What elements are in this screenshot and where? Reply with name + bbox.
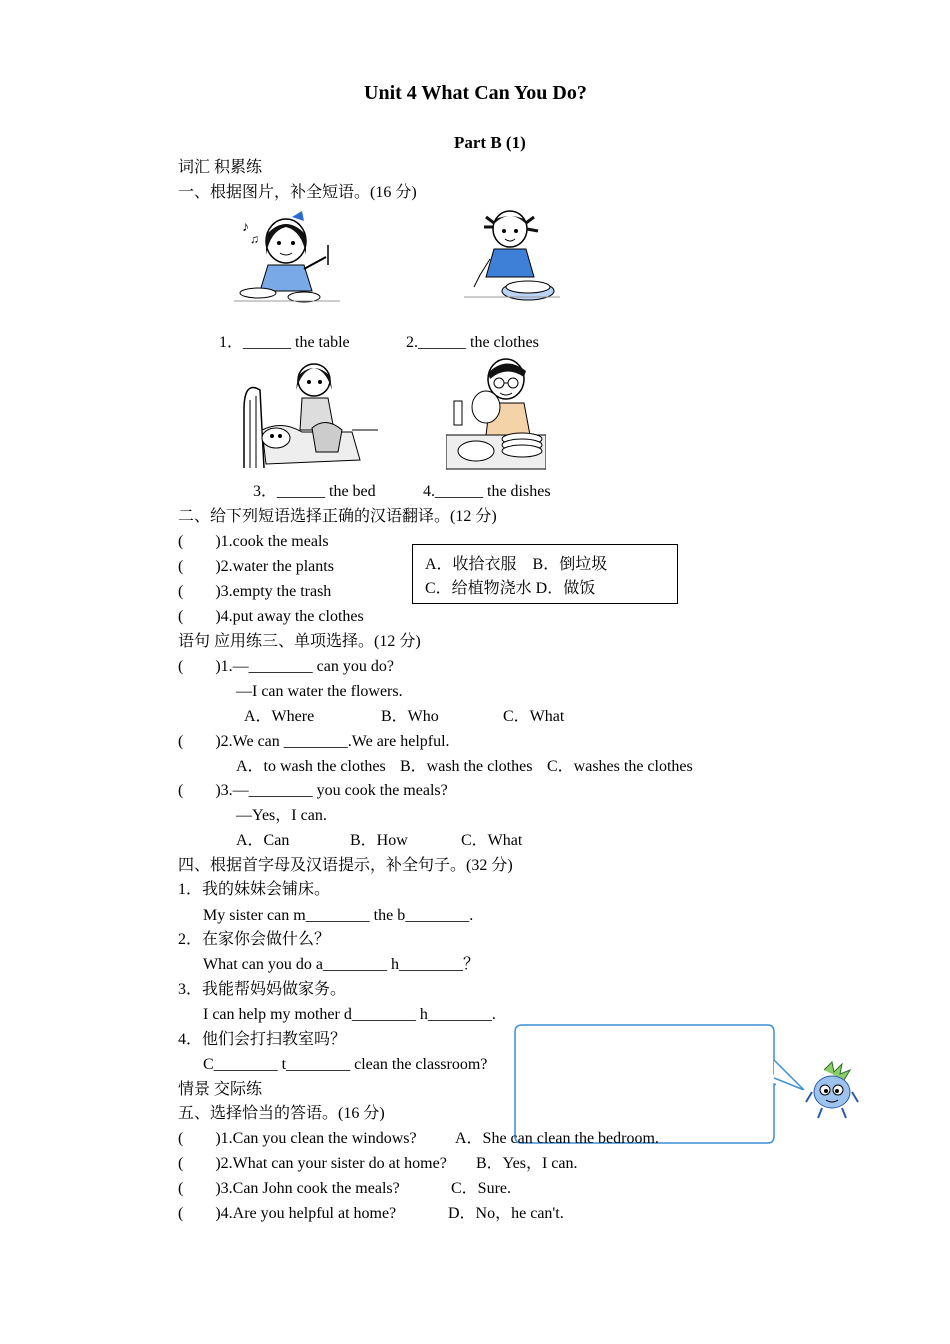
dialog-question-4: ( )4.Are you helpful at home? — [178, 1205, 397, 1222]
mc-q2-option-c: C．washes the clothes — [547, 758, 693, 775]
mc-question-3-answer: —Yes，I can. — [236, 807, 327, 824]
page-subtitle: Part B (1) — [454, 133, 526, 152]
bubble-tail — [774, 1050, 806, 1090]
mc-question-1: ( )1.—________ can you do? — [178, 658, 394, 675]
boy-washing-dishes-illustration — [446, 355, 546, 471]
section2-heading: 二、给下列短语选择正确的汉语翻译。(12 分) — [178, 508, 497, 525]
girl-washing-clothes-illustration — [464, 205, 560, 305]
section1-heading: 一、根据图片，补全短语。(16 分) — [178, 184, 417, 201]
page-title: Unit 4 What Can You Do? — [364, 82, 587, 104]
match-item-1: ( )1.cook the meals — [178, 533, 329, 550]
svg-text:♫: ♫ — [250, 232, 259, 246]
fill-item-3-cn: 3．我能帮妈妈做家务。 — [178, 981, 347, 998]
match-item-3: ( )3.empty the trash — [178, 583, 332, 600]
dialog-answer-a: A．She can clean the bedroom. — [455, 1130, 659, 1147]
phrase-item-4: 4.______ the dishes — [423, 483, 551, 500]
dialog-question-1: ( )1.Can you clean the windows? — [178, 1130, 417, 1147]
section-label-dialog: 情景 交际练 — [178, 1081, 263, 1098]
mc-q1-option-a: A．Where — [244, 708, 315, 725]
phrase-item-2: 2.______ the clothes — [406, 334, 539, 351]
mc-question-1-answer: —I can water the flowers. — [236, 683, 403, 700]
dialog-question-3: ( )3.Can John cook the meals? — [178, 1180, 400, 1197]
section3-heading: 语句 应用练三、单项选择。(12 分) — [178, 633, 421, 650]
mc-question-3: ( )3.—________ you cook the meals? — [178, 782, 448, 799]
options-line-1: A．收拾衣服 B．倒垃圾 — [425, 556, 608, 573]
section4-heading: 四、根据首字母及汉语提示，补全句子。(32 分) — [178, 857, 513, 874]
mc-question-2: ( )2.We can ________.We are helpful. — [178, 733, 450, 750]
girl-setting-table-illustration — [234, 205, 340, 305]
dialog-answer-c: C．Sure. — [451, 1180, 512, 1197]
fill-item-4-cn: 4．他们会打扫教室吗？ — [178, 1031, 347, 1048]
fill-item-3-en: I can help my mother d________ h________. — [203, 1006, 496, 1023]
fill-item-2-cn: 2．在家你会做什么？ — [178, 931, 331, 948]
options-line-2: C．给植物浇水 D．做饭 — [425, 580, 596, 597]
mascot-character-icon — [804, 1060, 860, 1120]
fill-item-2-en: What can you do a________ h________？ — [203, 956, 479, 973]
mc-q2-option-b: B．wash the clothes — [400, 758, 533, 775]
speech-bubble — [514, 1024, 776, 1144]
mc-q1-option-b: B．Who — [381, 708, 439, 725]
dialog-question-2: ( )2.What can your sister do at home? — [178, 1155, 447, 1172]
mc-q3-option-b: B．How — [350, 832, 408, 849]
fill-item-1-cn: 1．我的妹妹会铺床。 — [178, 881, 331, 898]
match-item-4: ( )4.put away the clothes — [178, 608, 364, 625]
section-label-vocab: 词汇 积累练 — [178, 159, 263, 176]
fill-item-1-en: My sister can m________ the b________. — [203, 907, 474, 924]
girl-making-bed-illustration — [242, 360, 378, 470]
mc-q3-option-a: A．Can — [236, 832, 290, 849]
dialog-answer-d: D．No，he can't. — [448, 1205, 564, 1222]
mc-q2-option-a: A．to wash the clothes — [236, 758, 386, 775]
dialog-answer-b: B．Yes，I can. — [476, 1155, 578, 1172]
fill-item-4-en: C________ t________ clean the classroom? — [203, 1056, 488, 1073]
section5-heading: 五、选择恰当的答语。(16 分) — [178, 1105, 385, 1122]
mc-q1-option-c: C．What — [503, 708, 565, 725]
phrase-item-3: 3．______ the bed — [253, 483, 376, 500]
mc-q3-option-c: C．What — [461, 832, 523, 849]
svg-text:♪: ♪ — [242, 220, 249, 235]
match-item-2: ( )2.water the plants — [178, 558, 334, 575]
phrase-item-1: 1．______ the table — [219, 334, 350, 351]
